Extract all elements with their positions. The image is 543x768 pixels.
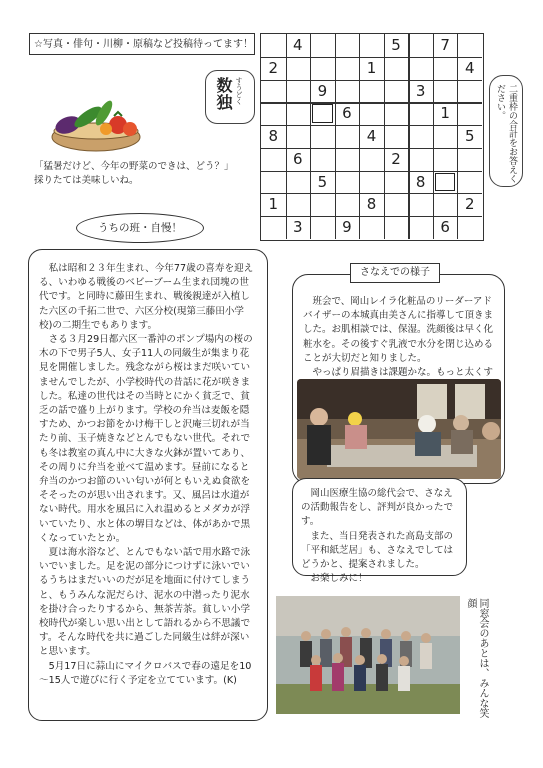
- sanae-report-box: [292, 274, 505, 484]
- essay-paragraph: 私は昭和２３年生まれ、今年77歳の喜寿を迎える、いわゆる戦後のベビーブーム生まれ団塊の世代です。と同時に藤田生まれ、戦後親達が入植した六区の千拓二世で、六区分校(現第三藤田小学校)の二期生でもあります。: [39, 263, 254, 331]
- sanae-paragraph: やっぱり眉描きは課題かな。もっと太くす: [312, 367, 494, 379]
- reunion-caption: 同窓会のあとは、みんな笑顔: [465, 598, 488, 718]
- sudoku-cell: [384, 171, 409, 194]
- sudoku-grid: [260, 33, 484, 241]
- sudoku-cell: 6: [342, 104, 352, 123]
- sudoku-cell: [310, 216, 335, 239]
- sudoku-cell: 2: [391, 149, 401, 168]
- sudoku-cell: 1: [366, 58, 377, 77]
- sudoku-cell: [457, 102, 482, 125]
- sudoku-title-ruby: すうどく: [235, 77, 243, 105]
- sudoku-cell: [335, 193, 360, 216]
- sudoku-cell: [335, 80, 360, 103]
- sudoku-cell: [457, 216, 482, 239]
- sudoku-cell: [310, 34, 335, 57]
- sudoku-cell: [433, 193, 458, 216]
- sudoku-cell: 4: [293, 36, 303, 54]
- sudoku-cell: [261, 34, 286, 57]
- sudoku-cell: [457, 148, 482, 171]
- sudoku-gridline: [286, 34, 287, 239]
- sudoku-cell: [433, 57, 458, 80]
- sudoku-cell: [433, 125, 458, 148]
- sudoku-cell: 5: [391, 36, 401, 54]
- sudoku-hint-callout: [489, 75, 523, 187]
- sudoku-cell: [359, 171, 384, 194]
- vegetables-illustration: [48, 95, 144, 155]
- sudoku-cell: [384, 216, 409, 239]
- sudoku-cell: [359, 34, 384, 57]
- sanae-paragraph: 班会で、岡山レイラ化粧品のリーダーアドバイザーの本城真由美さんに指導して頂きました。お肌相談では、保湿。洗顔後は早く化粧水を。その後すぐ乳液で水分を閉じ込めることが大切だと知りました。: [303, 296, 494, 364]
- sudoku-gridline: [261, 102, 482, 104]
- sudoku-double-frame-cell: [312, 104, 333, 123]
- sudoku-gridline: [261, 193, 482, 194]
- submission-banner: ☆写真・俳句・川柳・原稿など投稿待ってます！: [29, 33, 255, 55]
- coop-report-box: [292, 478, 467, 585]
- sudoku-cell: [286, 80, 311, 103]
- sudoku-cell: [359, 148, 384, 171]
- sudoku-cell: [408, 148, 433, 171]
- sudoku-cell: [384, 57, 409, 80]
- sudoku-cell: [261, 80, 286, 103]
- vegetables-caption: 「猛暑だけど、今年の野菜のできは、どう？」 採りたては美味しいね。: [34, 161, 234, 186]
- sudoku-cell: [384, 193, 409, 216]
- sudoku-cell: [408, 34, 433, 57]
- sudoku-gridline: [433, 34, 434, 239]
- sudoku-cell: [286, 102, 311, 125]
- sudoku-cell: [286, 171, 311, 194]
- sudoku-cell: [359, 216, 384, 239]
- sudoku-hint-text: 二重枠の合計をお答えください。: [495, 84, 517, 183]
- essay-paragraph: 5月17日に蒜山にマイクロバスで春の遠足を10～15人で遊びに行く予定を立てています。(K): [39, 660, 252, 686]
- sudoku-gridline: [384, 34, 385, 239]
- sanae-section-title: さなえでの様子: [350, 263, 440, 283]
- sudoku-cell: 4: [366, 127, 377, 146]
- sudoku-cell: 1: [268, 195, 279, 214]
- sudoku-title-badge: [205, 70, 255, 124]
- sudoku-cell: 2: [268, 58, 279, 77]
- sudoku-cell: [408, 102, 433, 125]
- sudoku-gridline: [310, 34, 311, 239]
- sudoku-cell: [261, 171, 286, 194]
- sudoku-cell: [335, 171, 360, 194]
- sudoku-cell: [457, 34, 482, 57]
- sudoku-cell: 3: [293, 218, 303, 237]
- sudoku-cell: [335, 34, 360, 57]
- sudoku-cell: [433, 148, 458, 171]
- sudoku-cell: [335, 125, 360, 148]
- sudoku-cell: 8: [366, 195, 377, 214]
- sudoku-gridline: [457, 34, 458, 239]
- sudoku-cell: [335, 57, 360, 80]
- sudoku-cell: [433, 80, 458, 103]
- sudoku-cell: 2: [464, 195, 475, 214]
- makeup-class-photo: [297, 379, 501, 479]
- sudoku-cell: [261, 102, 286, 125]
- sudoku-cell: 4: [464, 58, 475, 77]
- sudoku-cell: [286, 125, 311, 148]
- sudoku-cell: [457, 171, 482, 194]
- sudoku-cell: 7: [440, 36, 450, 54]
- sudoku-cell: [310, 57, 335, 80]
- coop-paragraph: また、当日発表された高島支部の「平和紙芝居」も、さなえでしてはどうかと、提案されました。: [301, 530, 454, 571]
- sudoku-cell: [335, 148, 360, 171]
- sudoku-cell: [286, 57, 311, 80]
- sudoku-gridline: [261, 80, 482, 81]
- sudoku-gridline: [261, 148, 482, 149]
- sudoku-title: 数独: [214, 77, 233, 111]
- sudoku-cell: 8: [415, 172, 426, 191]
- sudoku-cell: 9: [317, 81, 328, 100]
- sudoku-gridline: [359, 34, 360, 239]
- sudoku-cell: [408, 125, 433, 148]
- sudoku-cell: [359, 102, 384, 125]
- sudoku-cell: 8: [268, 127, 279, 146]
- sudoku-cell: 5: [464, 127, 475, 146]
- sudoku-gridline: [261, 216, 482, 217]
- sudoku-cell: [310, 125, 335, 148]
- sudoku-cell: 6: [293, 149, 303, 168]
- coop-paragraph: 岡山医療生協の総代会で、さなえの活動報告をし、評判が良かったです。: [301, 488, 454, 528]
- sudoku-cell: [457, 80, 482, 103]
- sudoku-cell: [261, 216, 286, 239]
- sudoku-cell: [384, 80, 409, 103]
- reunion-group-photo: [276, 596, 460, 714]
- sudoku-cell: [408, 216, 433, 239]
- sudoku-cell: 3: [415, 81, 426, 100]
- sudoku-cell: [310, 148, 335, 171]
- sudoku-cell: [359, 80, 384, 103]
- sudoku-cell: [261, 148, 286, 171]
- sudoku-gridline: [408, 34, 410, 239]
- sudoku-cell: [384, 125, 409, 148]
- essay-paragraph: 夏は海水浴など、とんでもない話で用水路で泳いでいました。足を泥の部分につけずに泳いでいるうちはまだいいのだが足を地面に付けてしまうと、もうみんな泥だらけ、泥水の中潜ったり泥水を掛け合ったりするから、無茶苦茶。貧しい小学校時代が楽しい思い出として語れるから不思議です。そんな時代を共に過ごした同級生は絆が深いと思います。: [39, 547, 251, 658]
- coop-paragraph: お楽しみに！: [310, 573, 368, 585]
- sudoku-double-frame-cell: [435, 173, 456, 192]
- sudoku-cell: [310, 193, 335, 216]
- sudoku-cell: [408, 57, 433, 80]
- sudoku-gridline: [335, 34, 337, 239]
- member-essay: [28, 249, 268, 721]
- group-pride-heading: うちの班・自慢！: [76, 213, 204, 243]
- sudoku-cell: [286, 193, 311, 216]
- sudoku-cell: 6: [440, 218, 450, 237]
- sudoku-cell: [384, 102, 409, 125]
- sudoku-cell: [408, 193, 433, 216]
- sudoku-gridline: [261, 57, 482, 58]
- sudoku-cell: 9: [342, 218, 352, 237]
- sudoku-cell: 5: [317, 172, 328, 191]
- sudoku-gridline: [261, 125, 482, 126]
- sudoku-cell: 1: [440, 104, 450, 123]
- essay-paragraph: さる３月29日都六区一番沖のポンプ場内の桜の木の下で男子5人、女子11人の同級生が集まり花見を開催しました。残念ながら桜はまだ咲いていませんでしたが、小学校時代の昔話に花が咲きました。私達の世代はその当時とにかく貧乏で、貧乏の話で盛り上がります。学校の弁当は麦飯を隠すため、かつお節をかけ梅干しと沢庵三切れが当たり前、玉子焼きなどとんでもない世代。それでも冬は教室の真ん中に大きな火鉢が置いてあり、その周りに弁当を並べて温めます。昼前になると弁当のかつお節のいい匂いが何ともいえぬ食欲をそそったのが思い出されます。又、風呂は水道がない時代。用水を風呂に入れ温めるとメダカが浮いていたり、水と体の堺目などは、体があかで黒くなっていたとか。: [39, 334, 253, 544]
